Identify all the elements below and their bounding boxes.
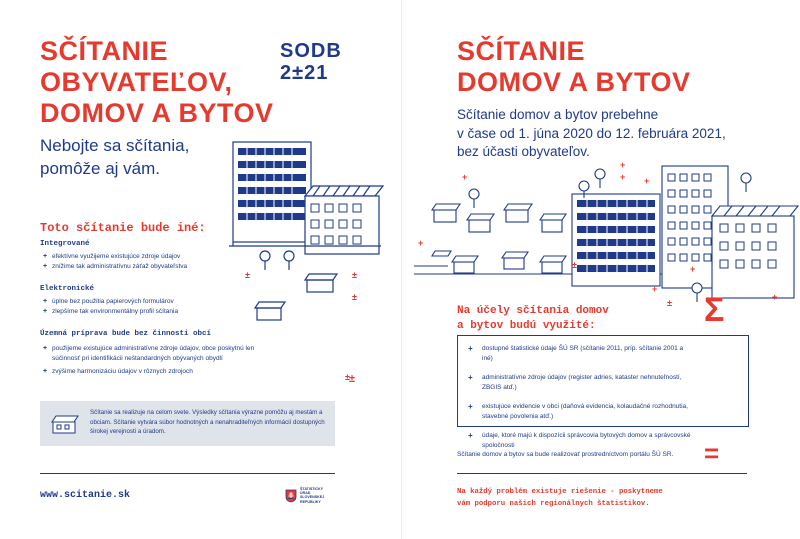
- list-item-text: existujúce evidencie v obci (daňová evidencia, kolaudačné rozhodnutia, stavebné povolenia atď.): [482, 403, 688, 420]
- svg-text:+: +: [690, 264, 696, 274]
- group-list-integrated: [40, 252, 280, 272]
- svg-text:+: +: [620, 172, 626, 182]
- list-item: + efektívne využijeme existujúce zdroje údajov: [40, 252, 280, 262]
- data-sources-box: [457, 335, 749, 449]
- svg-text:±: ±: [572, 260, 577, 270]
- right-footer-divider: [457, 473, 747, 474]
- left-footer-divider: [40, 473, 335, 474]
- right-title-line-2: DOMOV A BYTOV: [457, 67, 691, 97]
- list-item-text: údaje, ktoré majú k dispozícii správcovia bytových domov a správcovské spoločnosti: [482, 432, 691, 449]
- house-icon: [50, 413, 80, 435]
- group-heading-integrated: Integrované: [40, 240, 90, 248]
- group-heading-electronic: Elektronické: [40, 285, 95, 293]
- left-subtitle: [40, 134, 189, 180]
- svg-text:+: +: [772, 292, 778, 302]
- use-heading-line-2: a bytov budú využité:: [457, 320, 596, 332]
- list-item: + zvýšime harmonizáciu údajov v rôznych zdrojoch: [40, 367, 275, 377]
- sodb-logo: [280, 40, 342, 84]
- plus-icon: +: [468, 402, 473, 411]
- logo-top: SODB: [280, 40, 342, 62]
- info-box-text: Sčítanie sa realizuje na celom svete. Výsledky sčítania výrazne pomôžu aj mestám a obciam. Sčítanie vytvára súbor hodnotných a nenahraditeľných informácií dostupných širokej verejnosti a úradom.: [90, 409, 325, 435]
- list-item: [464, 402, 694, 422]
- office-label-line: ÚRAD: [300, 491, 311, 496]
- svg-text:±: ±: [345, 372, 350, 382]
- svg-text:+: +: [620, 160, 626, 170]
- left-section-heading: Toto sčítanie bude iné:: [40, 221, 206, 235]
- right-intro-line-3: bez účasti obyvateľov.: [457, 144, 590, 159]
- svg-text:+: +: [652, 284, 658, 294]
- office-label: [300, 487, 324, 504]
- left-title-line-1: SČÍTANIE: [40, 36, 169, 66]
- plus-icon: +: [468, 431, 473, 440]
- list-item-text: dostupné štatistické údaje ŠÚ SR (sčítanie 2011, príp. sčítanie 2001 a iné): [482, 345, 684, 362]
- left-title-line-2: OBYVATEĽOV,: [40, 67, 233, 97]
- right-intro-line-2: v čase od 1. júna 2020 do 12. februára 2021,: [457, 125, 726, 141]
- right-title: [457, 36, 691, 98]
- svg-text:+: +: [644, 176, 650, 186]
- list-item: + úplne bez použitia papierových formulárov: [40, 297, 280, 307]
- list-item: [464, 431, 694, 451]
- left-feature-groups: [40, 240, 280, 377]
- coat-of-arms-icon: [285, 489, 297, 503]
- svg-text:+: +: [462, 172, 468, 182]
- group-heading-territorial: Územná príprava bude bez činnosti obcí: [40, 330, 212, 338]
- svg-text:±: ±: [245, 270, 250, 280]
- right-footer-line-2: vám podporu našich regionálnych štatistikov.: [457, 500, 650, 508]
- equals-icon: =: [704, 438, 720, 468]
- svg-text:±: ±: [352, 292, 357, 302]
- right-footer-line-1: Na každý problém existuje riešenie - poskytneme: [457, 488, 663, 496]
- svg-text:+: +: [418, 238, 424, 248]
- logo-bottom: 2±21: [280, 62, 329, 84]
- website-link[interactable]: www.scitanie.sk: [40, 490, 131, 501]
- right-intro: [457, 106, 726, 162]
- plus-minus-icon: [345, 370, 365, 390]
- group-list-territorial: [40, 344, 275, 377]
- office-label-line: ŠTATISTICKÝ: [300, 487, 324, 491]
- right-footer-text: [457, 486, 663, 510]
- use-heading-line-1: Na účely sčítania domov: [457, 305, 609, 317]
- office-label-line: SLOVENSKEJ: [300, 495, 325, 500]
- plus-icon: +: [468, 373, 473, 382]
- svg-text:±: ±: [667, 298, 672, 308]
- right-poster: [402, 0, 800, 539]
- list-item: [464, 344, 694, 364]
- list-item: [464, 373, 694, 393]
- svg-text:±: ±: [352, 270, 357, 280]
- data-sources-list: [464, 344, 694, 460]
- portal-note: Sčítanie domov a bytov sa bude realizovať prostredníctvom portálu ŠÚ SR.: [457, 451, 674, 458]
- right-title-line-1: SČÍTANIE: [457, 36, 586, 66]
- left-subtitle-line-2: pomôže aj vám.: [40, 159, 160, 178]
- list-item: + znížime tak administratívnu záťaž obyvateľstva: [40, 262, 280, 272]
- use-heading: [457, 304, 609, 334]
- right-intro-line-1: Sčítanie domov a bytov prebehne: [457, 107, 659, 122]
- group-list-electronic: [40, 297, 280, 317]
- list-item-text: administratívne zdroje údajov (register adries, kataster nehnuteľností, ZBGIS atď.): [482, 374, 682, 391]
- list-item: + zlepšíme tak environmentálny profil sčítania: [40, 307, 280, 317]
- svg-text:±: ±: [349, 373, 356, 385]
- list-item: + použijeme existujúce administratívne zdroje údajov, obce poskytnú len súčinnosť pri identifikácii neštandardných obývaných obydlí: [40, 344, 275, 364]
- plus-icon: +: [468, 344, 473, 353]
- sigma-icon: Σ: [704, 291, 725, 329]
- left-subtitle-line-1: Nebojte sa sčítania,: [40, 136, 190, 155]
- left-title-line-3: DOMOV A BYTOV: [40, 98, 274, 128]
- left-title: [40, 36, 274, 129]
- info-box: [40, 401, 335, 446]
- office-label-line: REPUBLIKY: [300, 499, 321, 504]
- town-illustration: [412, 158, 800, 308]
